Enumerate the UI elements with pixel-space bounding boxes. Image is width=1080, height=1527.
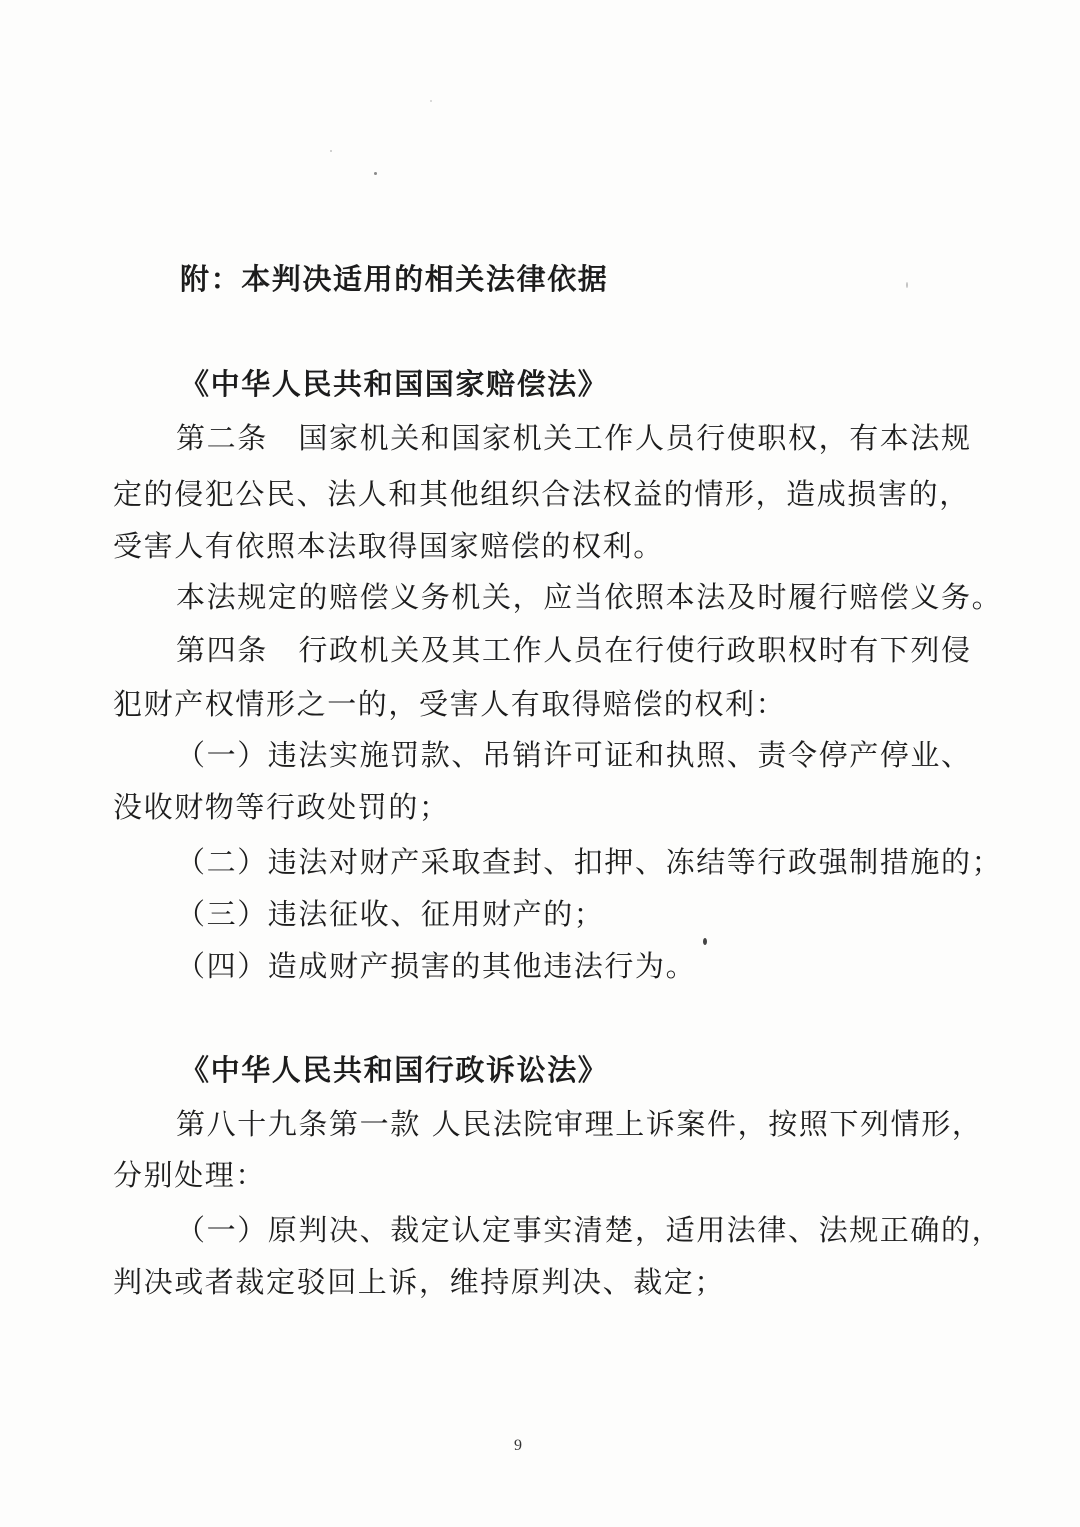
law-text-line: 没收财物等行政处罚的；	[113, 790, 450, 824]
law-text-line: 第八十九条第一款 人民法院审理上诉案件，按照下列情形，	[176, 1107, 983, 1141]
law-text-line: 定的侵犯公民、法人和其他组织合法权益的情形，造成损害的，	[113, 477, 970, 511]
scan-speck	[703, 938, 707, 945]
page-number: 9	[514, 1437, 522, 1454]
law-text-line: 第二条 国家机关和国家机关工作人员行使职权，有本法规	[176, 421, 972, 455]
scan-speck	[330, 150, 332, 152]
law-text-line: （二）违法对财产采取查封、扣押、冻结等行政强制措施的；	[176, 845, 1003, 879]
law-text-line: 判决或者裁定驳回上诉，维持原判决、裁定；	[113, 1265, 726, 1299]
law-text-line: 分别处理：	[113, 1158, 267, 1192]
law-text-line: 第四条 行政机关及其工作人员在行使行政职权时有下列侵	[176, 633, 972, 667]
scan-speck	[430, 100, 432, 102]
law-text-line: 犯财产权情形之一的，受害人有取得赔偿的权利：	[113, 687, 787, 721]
law-text-line: （一）违法实施罚款、吊销许可证和执照、责令停产停业、	[176, 738, 972, 772]
law-text-line: （三）违法征收、征用财产的；	[176, 897, 605, 931]
law-text-line: 本法规定的赔偿义务机关，应当依照本法及时履行赔偿义务。	[176, 580, 1003, 614]
scan-speck	[374, 172, 377, 175]
law-text-line: （一）原判决、裁定认定事实清楚，适用法律、法规正确的，	[176, 1213, 1003, 1247]
law-title: 《中华人民共和国国家赔偿法》	[180, 367, 609, 401]
law-title: 《中华人民共和国行政诉讼法》	[180, 1053, 609, 1087]
law-text-line: 受害人有依照本法取得国家赔偿的权利。	[113, 529, 664, 563]
law-text-line: （四）造成财产损害的其他违法行为。	[176, 949, 697, 983]
appendix-title: 附：本判决适用的相关法律依据	[180, 262, 609, 296]
